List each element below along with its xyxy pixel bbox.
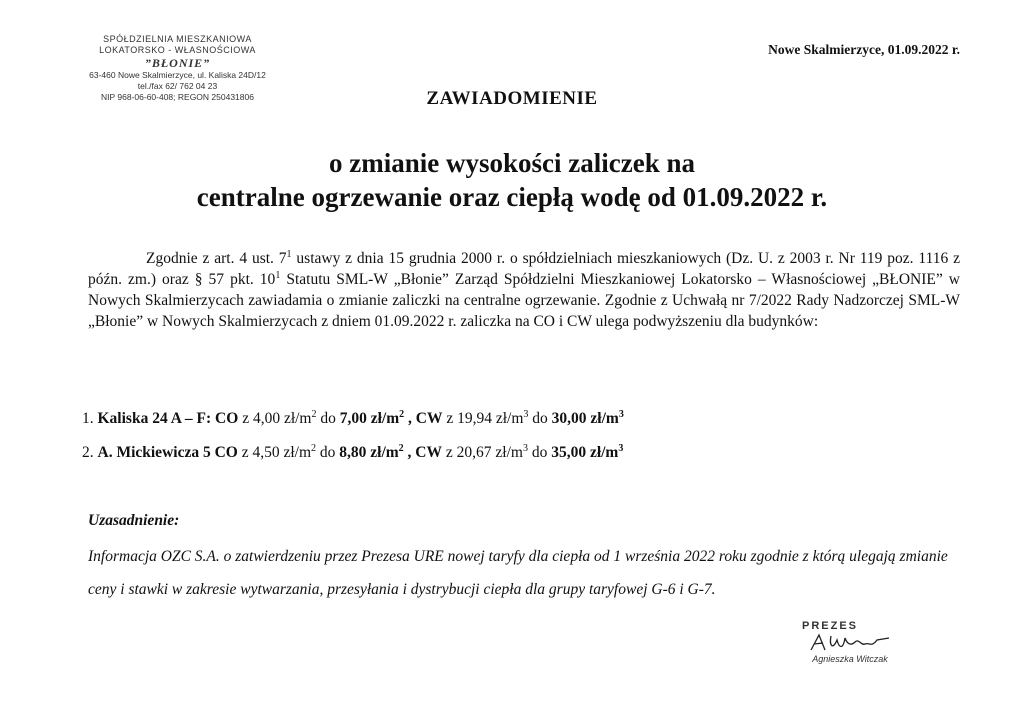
buildings-list [82, 410, 624, 478]
document-subject [0, 146, 1024, 214]
body-text-2: ustawy z dnia 15 grudnia 2000 r. o spółdzielniach mieszkaniowych (Dz. U. z 2003 r. Nr 119 poz. 1116 z późn. zm.) oraz § 57 pkt. 10 [88, 250, 960, 288]
body-text-3: Statutu SML-W „Błonie” Zarząd Spółdzielni Mieszkaniowej Lokatorsko – Własnościowej „BŁONIE” w Nowych Skalmierzycach zawiadamia o zmianie zaliczki na centralne ogrzewanie. Zgodnie z Uchwałą nr 7/2022 Rady Nadzorczej SML-W „Błonie” w Nowych Skalmierzycach z dniem 01.09.2022 r. zaliczka na CO i CW ulega podwyższeniu dla budynków: [88, 271, 960, 330]
stamp-phone: tel./fax 62/ 762 04 23 [137, 81, 218, 91]
body-sup-2: 1 [275, 269, 281, 281]
co-old-rate: z 4,50 zł/m [237, 444, 312, 461]
co-new-rate: 7,00 zł/m [339, 410, 400, 427]
cw-label: , CW [404, 410, 443, 427]
body-text-1: Zgodnie z art. 4 ust. 7 [146, 250, 287, 267]
building-name: A. Mickiewicza 5 CO [97, 444, 238, 461]
cw-to-word: do [527, 444, 552, 461]
co-to-word: do [316, 410, 340, 427]
justification-text: Informacja OZC S.A. o zatwierdzeniu przez Prezesa URE nowej taryfy dla ciepła od 1 września 2022 roku zgodnie z którą ulegają zmianie ceny i stawki w zakresie wytwarzania, przesyłania i dystrybucji ciepła dla grupy taryfowej G-6 i G-7. [88, 548, 948, 598]
subject-line-1: o zmianie wysokości zaliczek na [329, 148, 695, 178]
co-to-word: do [316, 444, 340, 461]
place-and-date: Nowe Skalmierzyce, 01.09.2022 r. [768, 42, 960, 57]
cw-to-word: do [528, 410, 552, 427]
list-number: 1. [82, 410, 94, 427]
handwritten-signature [805, 632, 895, 654]
justification-title: Uzasadnienie: [88, 512, 180, 529]
signature-role: PREZES [802, 620, 859, 632]
list-item: 1. Kaliska 24 A – F: CO z 4,00 $zł/m^2$ do 7,00 $zł/m^2$ , CW z 19,94 $zł/m^3$ do 30,00 $zł/m^3$ [82, 408, 624, 427]
cw-old-rate: z 19,94 zł/m [442, 410, 524, 427]
co-new-rate: 8,80 zł/m [339, 444, 399, 461]
subject-line-2: centralne ogrzewanie oraz ciepłą wodę od 01.09.2022 r. [196, 182, 828, 212]
list-item: 2. A. Mickiewicza 5 CO z 4,50 $zł/m^2$ do 8,80 $zł/m^2$ , CW z 20,67 $zł/m^3$ do 35,00 $zł/m^3$ [82, 442, 624, 461]
stamp-tax-ids: NIP 968-06-60-408; REGON 250431806 [101, 92, 254, 102]
cw-old-rate: z 20,67 zł/m [442, 444, 523, 461]
body-paragraph [88, 248, 960, 332]
list-number: 2. [82, 444, 94, 461]
stamp-line-3: ”BŁONIE” [144, 56, 211, 70]
signatory-name: Agnieszka Witczak [812, 654, 888, 664]
stamp-address: 63-460 Nowe Skalmierzyce, ul. Kaliska 24D/12 [89, 70, 266, 80]
cw-new-rate: 35,00 zł/m [551, 444, 619, 461]
cw-label: , CW [403, 444, 442, 461]
cw-new-rate: 30,00 zł/m [551, 410, 619, 427]
document-heading: ZAWIADOMIENIE [426, 88, 598, 109]
stamp-line-2: LOKATORSKO - WŁASNOŚCIOWA [99, 45, 256, 55]
co-old-rate: z 4,00 zł/m [238, 410, 312, 427]
body-sup-1: 1 [286, 248, 292, 260]
stamp-line-1: SPÓŁDZIELNIA MIESZKANIOWA [103, 34, 252, 44]
signature-block [790, 620, 910, 664]
building-name: Kaliska 24 A – F: CO [97, 410, 239, 427]
